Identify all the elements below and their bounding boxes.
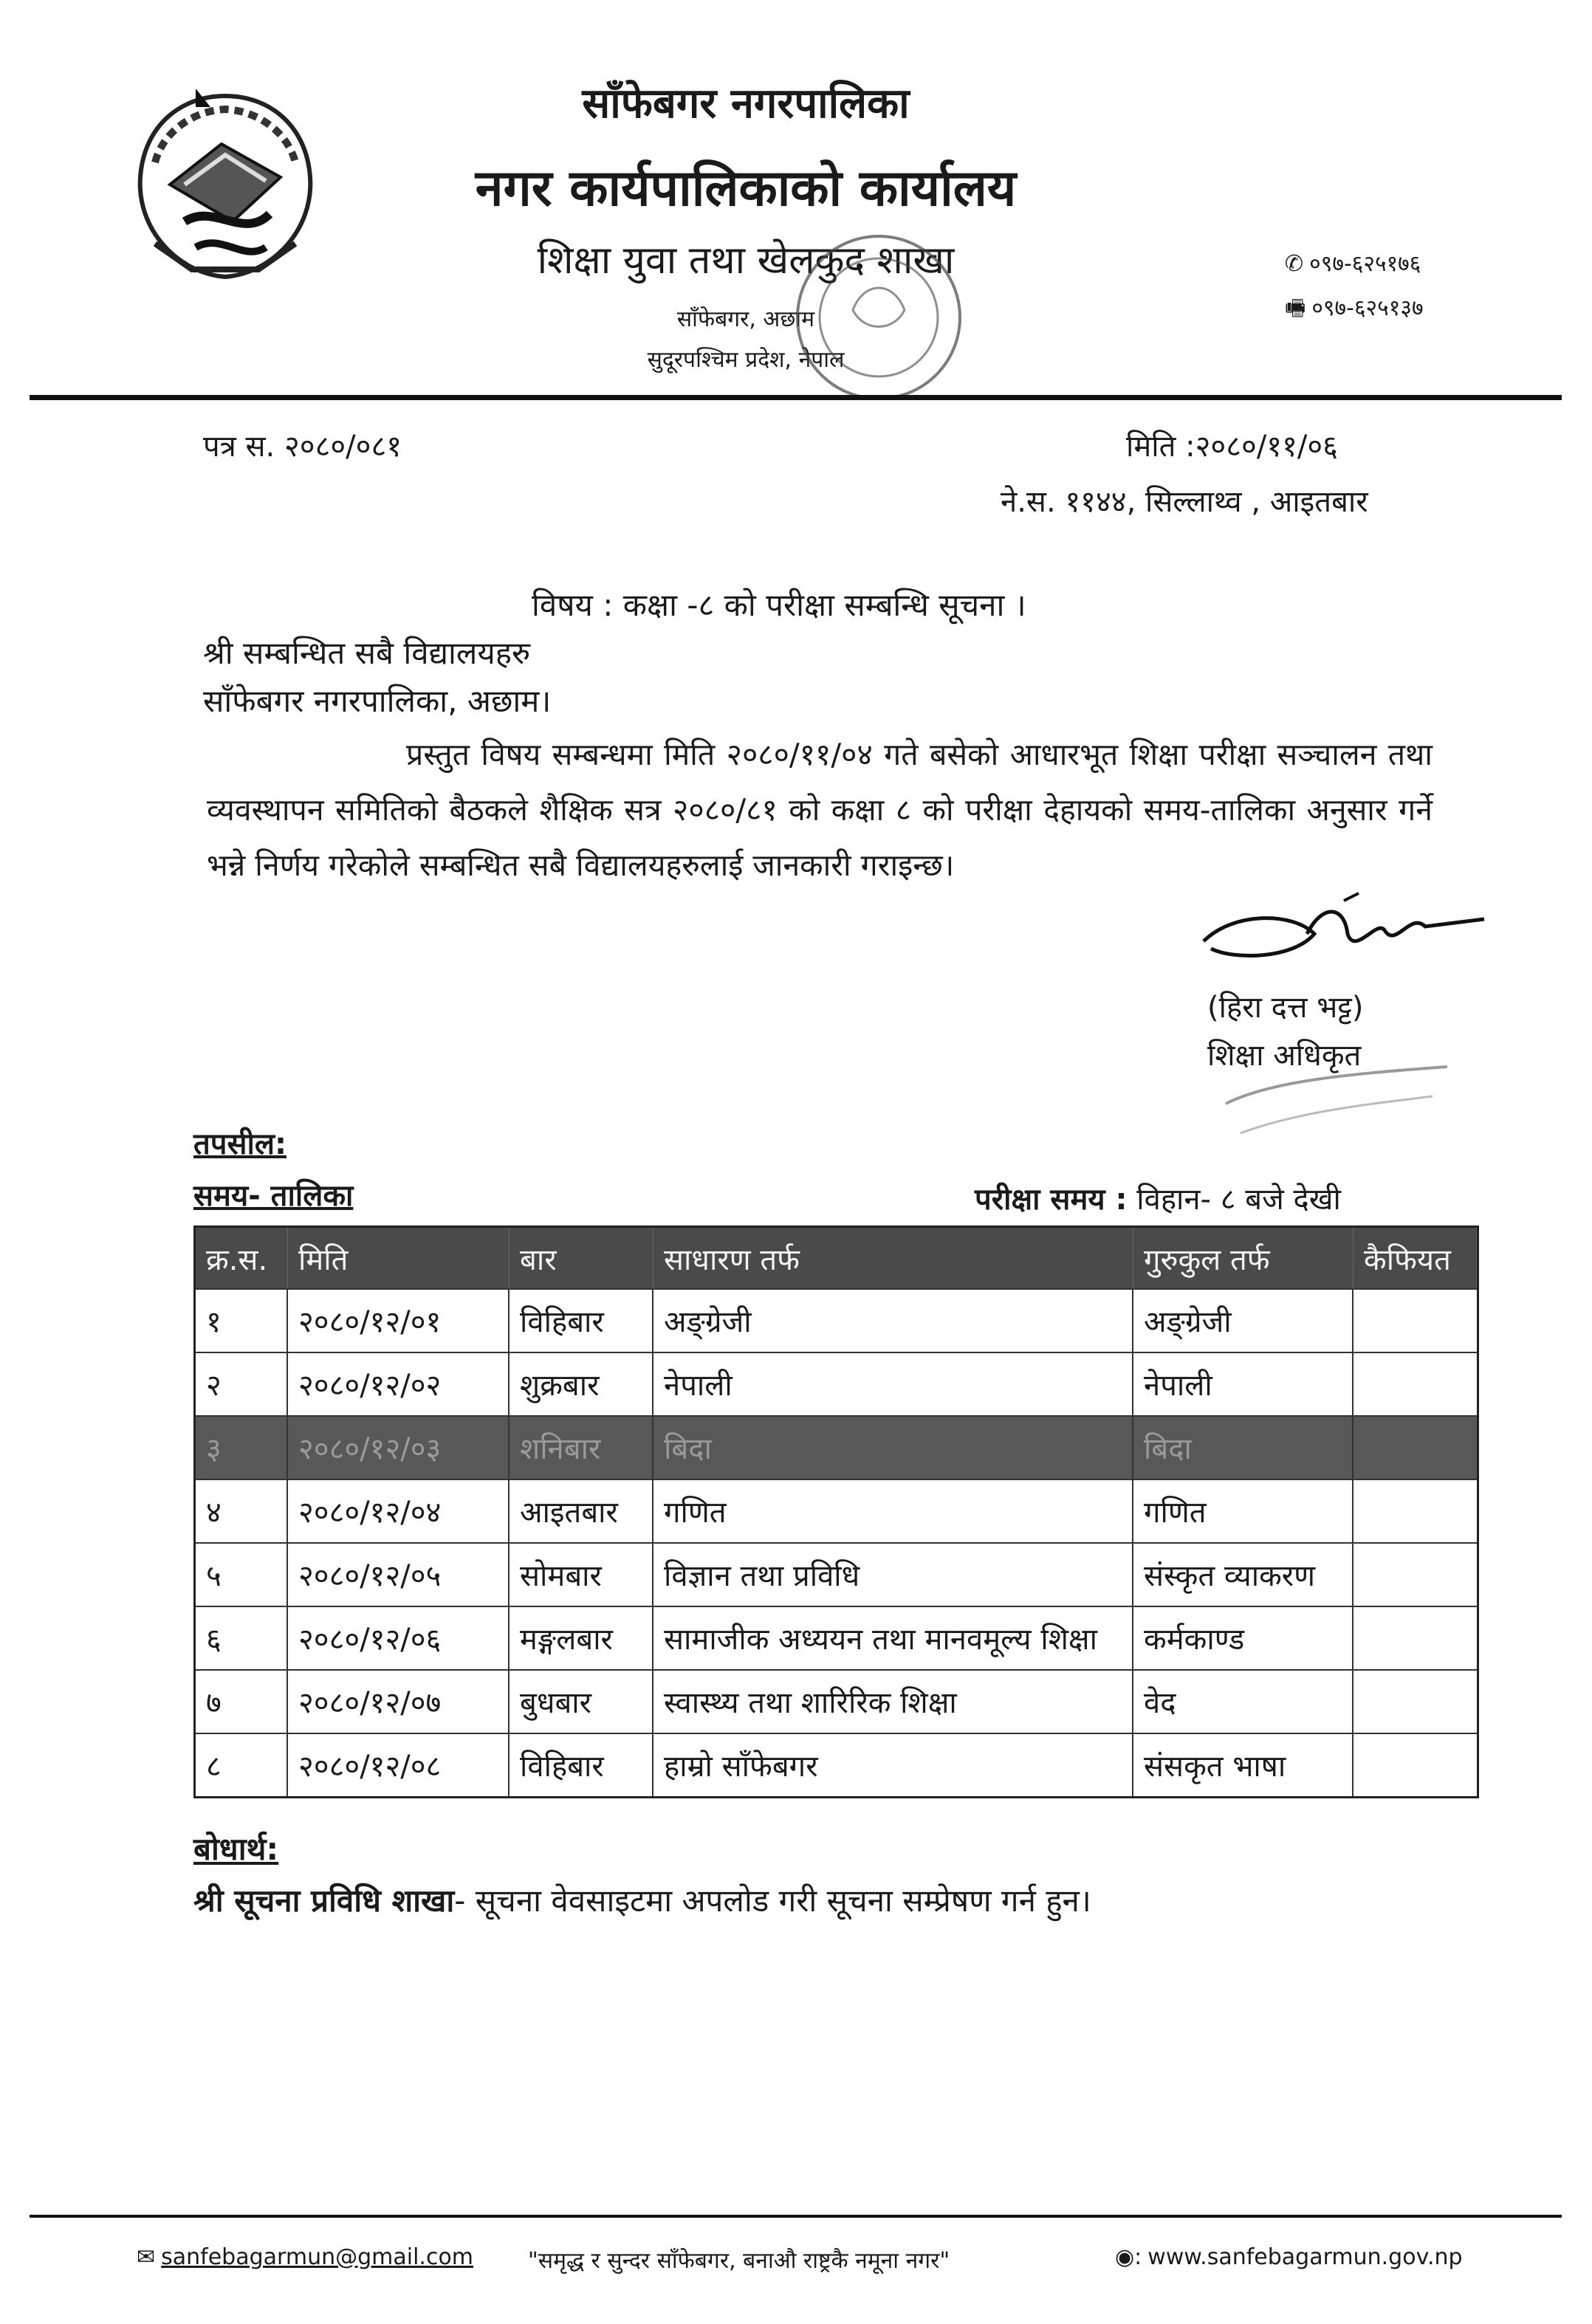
addressee-line2: साँफेबगर नगरपालिका, अछाम। (203, 683, 552, 719)
column-header-serial: क्र.स. (196, 1228, 288, 1288)
cell-day: मङ्गलबार (509, 1607, 653, 1669)
cell-gurukul-subject: कर्मकाण्ड (1133, 1607, 1353, 1669)
cell-general-subject: विज्ञान तथा प्रविधि (653, 1544, 1133, 1606)
exam-time (975, 1178, 1341, 1218)
addressee-line1: श्री सम्बन्धित सबै विद्यालयहरु (203, 635, 531, 671)
footer-website-link[interactable]: www.sanfebagarmun.gov.np (1147, 2244, 1463, 2270)
cell-date: २०८०/१२/०३ (288, 1417, 509, 1479)
cell-date: २०८०/१२/०७ (288, 1671, 509, 1733)
table-row (196, 1479, 1477, 1542)
footer-slogan: "समृद्ध र सुन्दर साँफेबगर, बनाऔ राष्ट्रकै नमूना नगर" (528, 2248, 950, 2274)
cell-remarks (1353, 1734, 1477, 1796)
cc-recipient: श्री सूचना प्रविधि शाखा (193, 1883, 455, 1919)
reference-number: पत्र स. २०८०/०८१ (203, 430, 402, 464)
cell-gurukul-subject: संसकृत भाषा (1133, 1734, 1353, 1796)
table-row (196, 1352, 1477, 1415)
cell-general-subject: सामाजीक अध्ययन तथा मानवमूल्य शिक्षा (653, 1607, 1133, 1669)
cell-serial: ८ (196, 1734, 288, 1796)
footer-website (1115, 2244, 1463, 2270)
cc-label: बोधार्थ: (193, 1831, 279, 1867)
exam-schedule-table (193, 1225, 1479, 1798)
exam-time-label: परीक्षा समय : (975, 1183, 1128, 1217)
cell-serial: ६ (196, 1607, 288, 1669)
letter-date: मिति :२०८०/११/०६ (1126, 430, 1338, 464)
column-header-gurukul-stream: गुरुकुल तर्फ (1133, 1228, 1353, 1288)
office-address-line2: सुदूरपश्चिम प्रदेश, नेपाल (647, 347, 845, 373)
column-header-remarks: कैफियत (1353, 1228, 1477, 1288)
cell-remarks (1353, 1607, 1477, 1669)
signatory-title: शिक्षा अधिकृत (1207, 1039, 1362, 1073)
cell-serial: ५ (196, 1544, 288, 1606)
office-address-line1: साँफेबगर, अछाम (676, 306, 815, 332)
cell-remarks (1353, 1417, 1477, 1479)
cell-serial: १ (196, 1290, 288, 1352)
cell-day: शुक्रबार (509, 1353, 653, 1415)
exam-time-value: विहान- ८ बजे देखी (1127, 1183, 1341, 1217)
cell-date: २०८०/१२/०८ (288, 1734, 509, 1796)
cell-remarks (1353, 1544, 1477, 1606)
nepal-emblem (111, 74, 340, 295)
signatory-stamp (1211, 1022, 1462, 1148)
column-header-general-stream: साधारण तर्फ (653, 1228, 1133, 1288)
cell-date: २०८०/१२/०१ (288, 1290, 509, 1352)
cell-gurukul-subject: अङ्ग्रेजी (1133, 1290, 1353, 1352)
cell-day: विहिबार (509, 1734, 653, 1796)
cell-serial: ३ (196, 1417, 288, 1479)
footer-email-link[interactable]: sanfebagarmun@gmail.com (161, 2244, 474, 2270)
cell-remarks (1353, 1353, 1477, 1415)
timetable-heading: समय- तालिका (193, 1179, 354, 1213)
cell-general-subject: हाम्रो साँफेबगर (653, 1734, 1133, 1796)
cell-remarks (1353, 1290, 1477, 1352)
cell-general-subject: गणित (653, 1480, 1133, 1542)
cell-remarks (1353, 1480, 1477, 1542)
cell-general-subject: नेपाली (653, 1353, 1133, 1415)
municipality-name: साँफेबगर नगरपालिका (582, 80, 910, 128)
table-row (196, 1606, 1477, 1669)
cell-general-subject: अङ्ग्रेजी (653, 1290, 1133, 1352)
signatory-name: (हिरा दत्त भट्ट) (1207, 991, 1364, 1025)
cc-instruction: - सूचना वेवसाइटमा अपलोड गरी सूचना सम्प्रेषण गर्न हुन। (454, 1883, 1091, 1919)
table-row (196, 1288, 1477, 1352)
footer-divider (30, 2215, 1562, 2218)
cell-gurukul-subject: बिदा (1133, 1417, 1353, 1479)
table-row (196, 1542, 1477, 1606)
cell-date: २०८०/१२/०४ (288, 1480, 509, 1542)
cell-remarks (1353, 1671, 1477, 1733)
cell-day: बुधबार (509, 1671, 653, 1733)
branch-name: शिक्षा युवा तथा खेलकुद शाखा (537, 238, 955, 283)
handwritten-signature (1189, 890, 1499, 986)
phone-number-1 (1285, 247, 1421, 278)
table-row-holiday (196, 1415, 1477, 1479)
cell-serial: ७ (196, 1671, 288, 1733)
fax-icon: 🖷 (1285, 295, 1306, 321)
cell-gurukul-subject: गणित (1133, 1480, 1353, 1542)
column-header-day: बार (509, 1228, 653, 1288)
cell-serial: २ (196, 1353, 288, 1415)
cell-day: आइतबार (509, 1480, 653, 1542)
phone-number-2-text: ०९७-६२५१३७ (1311, 295, 1424, 321)
cell-day: विहिबार (509, 1290, 653, 1352)
cell-date: २०८०/१२/०६ (288, 1607, 509, 1669)
table-row (196, 1669, 1477, 1733)
cell-gurukul-subject: वेद (1133, 1671, 1353, 1733)
cell-day: शनिबार (509, 1417, 653, 1479)
cell-general-subject: बिदा (653, 1417, 1133, 1479)
envelope-icon: ✉ (137, 2244, 156, 2270)
phone-number-2 (1285, 292, 1424, 329)
nepal-sambat-date: ने.स. ११४४, सिल्लाथ्व , आइतबार (1001, 485, 1368, 519)
cell-date: २०८०/१२/०२ (288, 1353, 509, 1415)
cell-date: २०८०/१२/०५ (288, 1544, 509, 1606)
footer-email (137, 2244, 473, 2270)
globe-icon: ◉: (1115, 2244, 1142, 2270)
phone-number-1-text: ०९७-६२५१७६ (1309, 251, 1421, 277)
letter-subject: विषय : कक्षा -८ को परीक्षा सम्बन्धि सूचना । (532, 587, 1026, 623)
letterhead-divider (30, 395, 1562, 400)
letter-body: प्रस्तुत विषय सम्बन्धमा मिति २०८०/११/०४ गते बसेको आधारभूत शिक्षा परीक्षा सञ्चालन तथा व्यवस्थापन समितिको बैठकले शैक्षिक सत्र २०८०/८१ को कक्षा ८ को परीक्षा देहायको समय-तालिका अनुसार गर्ने भन्ने निर्णय गरेकोले सम्बन्धित सबै विद्यालयहरुलाई जानकारी गराइन्छ। (207, 737, 1433, 883)
office-name: नगर कार्यपालिकाको कार्यालय (475, 159, 1017, 218)
table-row (196, 1733, 1477, 1796)
table-header-row (196, 1228, 1477, 1288)
cell-serial: ४ (196, 1480, 288, 1542)
cell-day: सोमबार (509, 1544, 653, 1606)
office-seal-stamp (783, 221, 975, 413)
column-header-date: मिति (288, 1228, 509, 1288)
cc-note (193, 1879, 1091, 1921)
cell-general-subject: स्वास्थ्य तथा शारिरिक शिक्षा (653, 1671, 1133, 1733)
phone-icon: ✆ (1285, 251, 1304, 277)
cell-gurukul-subject: संस्कृत व्याकरण (1133, 1544, 1353, 1606)
cell-gurukul-subject: नेपाली (1133, 1353, 1353, 1415)
details-heading: तपसील: (193, 1127, 287, 1161)
